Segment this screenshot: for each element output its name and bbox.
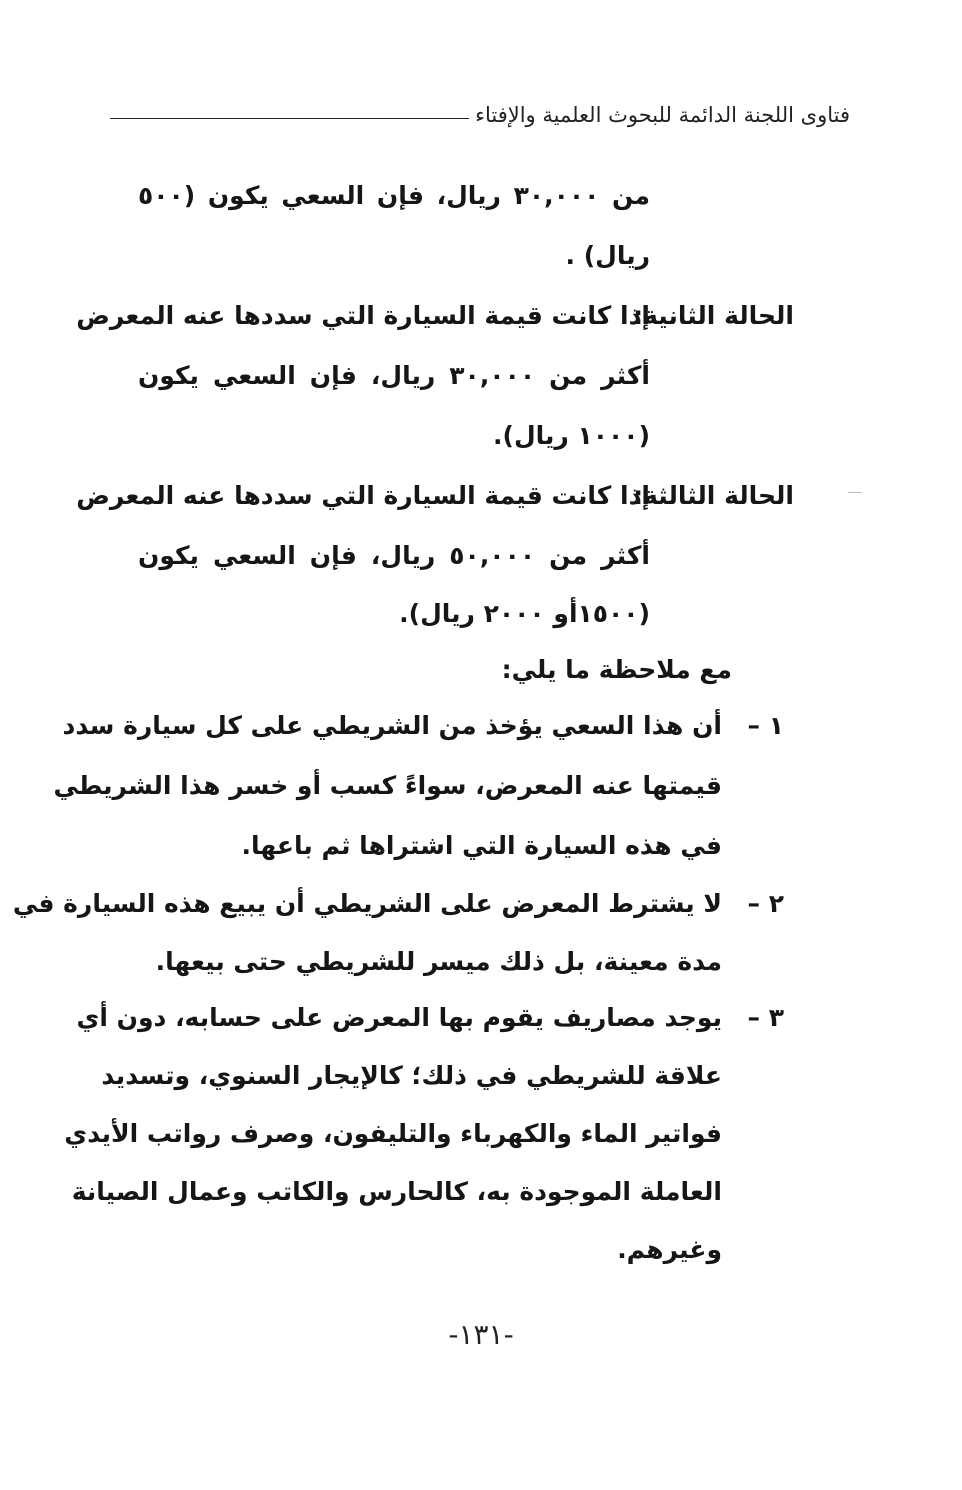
case3-line-2: أكثر من ٥٠,٠٠٠ ريال، فإن السعي يكون [138, 541, 650, 570]
item3-line-4: العاملة الموجودة به، كالحارس والكاتب وعمال الصيانة [71, 1177, 722, 1206]
item1-marker: ١ – [747, 711, 784, 740]
case3-line-3: (١٥٠٠أو ٢٠٠٠ ريال). [399, 599, 650, 628]
scan-mark [848, 492, 862, 493]
note-intro: مع ملاحظة ما يلي: [501, 655, 732, 684]
header-rule [110, 118, 469, 119]
running-header [110, 98, 850, 132]
item2-line-1: لا يشترط المعرض على الشريطي أن يبيع هذه السيارة في [12, 889, 722, 918]
item1-line-2: قيمتها عنه المعرض، سواءً كسب أو خسر هذا الشريطي [53, 771, 722, 800]
item3-line-2: علاقة للشريطي في ذلك؛ كالإيجار السنوي، وتسديد [101, 1061, 722, 1090]
case2-line-1: إذا كانت قيمة السيارة التي سددها عنه المعرض [76, 301, 650, 330]
item3-line-3: فواتير الماء والكهرباء والتليفون، وصرف رواتب الأيدي [64, 1119, 722, 1148]
page-number: -١٣١- [448, 1318, 514, 1351]
case1-line-1: من ٣٠,٠٠٠ ريال، فإن السعي يكون (٥٠٠ [138, 181, 650, 210]
item3-marker: ٣ – [747, 1003, 784, 1032]
case3-label: الحالة الثالثة: [633, 481, 794, 510]
item1-line-1: أن هذا السعي يؤخذ من الشريطي على كل سيارة سدد [62, 711, 722, 740]
case2-line-3: (١٠٠٠ ريال). [493, 421, 650, 450]
item2-marker: ٢ – [747, 889, 784, 918]
item1-line-3: في هذه السيارة التي اشتراها ثم باعها. [241, 831, 722, 860]
item3-line-1: يوجد مصاريف يقوم بها المعرض على حسابه، دون أي [76, 1003, 722, 1032]
item2-line-2: مدة معينة، بل ذلك ميسر للشريطي حتى بيعها. [155, 947, 722, 976]
case2-line-2: أكثر من ٣٠,٠٠٠ ريال، فإن السعي يكون [138, 361, 650, 390]
item3-line-5: وغيرهم. [617, 1235, 722, 1264]
case1-line-2: ريال) . [565, 241, 650, 270]
running-title: فتاوى اللجنة الدائمة للبحوث العلمية والإفتاء [475, 103, 850, 127]
case2-label: الحالة الثانية: [633, 301, 794, 330]
case3-line-1: إذا كانت قيمة السيارة التي سددها عنه المعرض [76, 481, 650, 510]
